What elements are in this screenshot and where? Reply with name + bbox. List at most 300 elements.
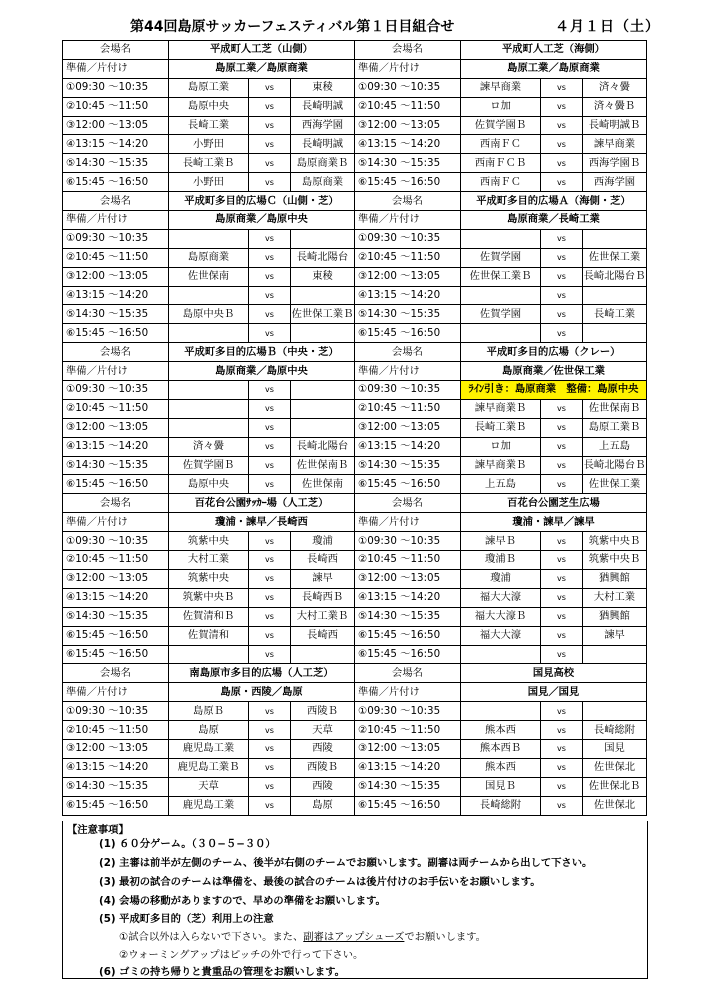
- match-row: [63, 532, 647, 551]
- match-time: ②10:45 ～11:50: [355, 97, 461, 116]
- vs-label: vs: [249, 399, 291, 418]
- home-team: [461, 702, 541, 721]
- vs-label: vs: [249, 437, 291, 456]
- match-time: ⑤14:30 ～15:35: [63, 154, 169, 173]
- vs-label: vs: [249, 116, 291, 135]
- event-date: ４月１日（土）: [555, 19, 660, 35]
- home-team: 諫早Ｂ: [461, 532, 541, 551]
- match-time: ②10:45 ～11:50: [355, 721, 461, 740]
- away-team: 西陵: [291, 777, 355, 796]
- home-team: 西南ＦＣ: [461, 173, 541, 192]
- match-time: ①09:30 ～10:35: [63, 229, 169, 248]
- match-time: ⑥15:45 ～16:50: [355, 173, 461, 192]
- vs-label: vs: [249, 324, 291, 343]
- away-team: [291, 381, 355, 400]
- venue-name: 国見高校: [461, 664, 647, 683]
- match-row: [63, 588, 647, 607]
- away-team: 西陵: [291, 739, 355, 758]
- away-team: [291, 229, 355, 248]
- away-team: [291, 645, 355, 664]
- match-time: ⑤14:30 ～15:35: [355, 777, 461, 796]
- match-time: ⑤14:30 ～15:35: [355, 456, 461, 475]
- venue-label: 会場名: [63, 41, 169, 60]
- match-time: ⑤14:30 ～15:35: [355, 305, 461, 324]
- match-time: ④13:15 ～14:20: [63, 758, 169, 777]
- match-row: [63, 721, 647, 740]
- match-time: ②10:45 ～11:50: [355, 551, 461, 570]
- vs-label: vs: [541, 154, 583, 173]
- away-team: 筑紫中央Ｂ: [583, 532, 647, 551]
- match-time: ②10:45 ～11:50: [63, 97, 169, 116]
- note-5a-underlined: 副審はアップシューズ: [303, 931, 405, 943]
- venue-label: 会場名: [355, 664, 461, 683]
- home-team: 福大大濠Ｂ: [461, 607, 541, 626]
- home-team: 国見Ｂ: [461, 777, 541, 796]
- vs-label: vs: [541, 267, 583, 286]
- home-team: 長崎総附: [461, 796, 541, 815]
- home-team: 小野田: [169, 173, 249, 192]
- away-team: 済々黌Ｂ: [583, 97, 647, 116]
- vs-label: vs: [249, 569, 291, 588]
- home-team: 島原Ｂ: [169, 702, 249, 721]
- home-team: 佐世保工業Ｂ: [461, 267, 541, 286]
- away-team: 長崎西Ｂ: [291, 588, 355, 607]
- match-time: ⑤14:30 ～15:35: [63, 305, 169, 324]
- home-team: 筑紫中央: [169, 569, 249, 588]
- match-time: ⑥15:45 ～16:50: [355, 645, 461, 664]
- vs-label: vs: [249, 739, 291, 758]
- home-team: 島原工業: [169, 78, 249, 97]
- venue-label: 会場名: [355, 343, 461, 362]
- match-time: ②10:45 ～11:50: [63, 551, 169, 570]
- vs-label: vs: [249, 777, 291, 796]
- match-row: [63, 78, 647, 97]
- away-team: [583, 286, 647, 305]
- away-team: [583, 229, 647, 248]
- match-time: ④13:15 ～14:20: [355, 437, 461, 456]
- match-time: ③12:00 ～13:05: [63, 739, 169, 758]
- home-team: 島原中央Ｂ: [169, 305, 249, 324]
- match-row: [63, 796, 647, 815]
- home-team: 済々黌: [169, 437, 249, 456]
- match-row: [63, 324, 647, 343]
- match-time: ⑥15:45 ～16:50: [63, 645, 169, 664]
- prep-teams: 島原商業／長崎工業: [461, 211, 647, 230]
- match-time: ⑤14:30 ～15:35: [63, 777, 169, 796]
- away-team: 長崎工業: [583, 305, 647, 324]
- home-team: 筑紫中央: [169, 532, 249, 551]
- note-1: (1) ６０分ゲーム。（３０−５−３０）: [99, 838, 276, 850]
- vs-label: vs: [541, 173, 583, 192]
- home-team: 鹿児島工業: [169, 739, 249, 758]
- venue-label: 会場名: [63, 192, 169, 211]
- away-team: 長崎西: [291, 551, 355, 570]
- match-row: [63, 305, 647, 324]
- match-row: [63, 418, 647, 437]
- vs-label: vs: [541, 418, 583, 437]
- match-time: ④13:15 ～14:20: [63, 135, 169, 154]
- vs-label: vs: [541, 229, 583, 248]
- prep-teams: 島原商業／佐世保工業: [461, 362, 647, 381]
- match-time: ①09:30 ～10:35: [355, 78, 461, 97]
- match-time: ①09:30 ～10:35: [63, 702, 169, 721]
- vs-label: vs: [541, 437, 583, 456]
- prep-label: 準備／片付け: [63, 211, 169, 230]
- home-team: 筑紫中央Ｂ: [169, 588, 249, 607]
- away-team: 佐世保工業: [583, 248, 647, 267]
- match-row: [63, 758, 647, 777]
- match-row: [63, 381, 647, 400]
- home-team: [461, 286, 541, 305]
- venue-name: 平成町多目的広場Ｃ（山側・芝）: [169, 192, 355, 211]
- vs-label: vs: [249, 588, 291, 607]
- match-row: [63, 399, 647, 418]
- home-team: 熊本西Ｂ: [461, 739, 541, 758]
- venue-name: 百花台公園ｻｯｶｰ場（人工芝）: [169, 494, 355, 513]
- vs-label: vs: [249, 607, 291, 626]
- home-team: 佐賀学園Ｂ: [169, 456, 249, 475]
- match-row: [63, 248, 647, 267]
- home-team: 諫早商業Ｂ: [461, 456, 541, 475]
- vs-label: vs: [249, 229, 291, 248]
- vs-label: vs: [541, 796, 583, 815]
- away-team: 長崎北陽台Ｂ: [583, 267, 647, 286]
- vs-label: vs: [249, 286, 291, 305]
- match-time: ④13:15 ～14:20: [63, 437, 169, 456]
- away-team: 長崎北陽台Ｂ: [583, 456, 647, 475]
- away-team: 東稜: [291, 78, 355, 97]
- vs-label: vs: [249, 305, 291, 324]
- venue-label: 会場名: [355, 41, 461, 60]
- away-team: 佐世保北Ｂ: [583, 777, 647, 796]
- venue-label: 会場名: [355, 494, 461, 513]
- away-team: 西海学園: [583, 173, 647, 192]
- away-team: 佐世保工業: [583, 475, 647, 494]
- match-time: ④13:15 ～14:20: [63, 588, 169, 607]
- venue-label: 会場名: [63, 664, 169, 683]
- vs-label: vs: [541, 135, 583, 154]
- match-row: [63, 645, 647, 664]
- home-team: [461, 229, 541, 248]
- away-team: 長崎北陽台: [291, 437, 355, 456]
- note-5: (5) 平成町多目的（芝）利用上の注意: [99, 913, 274, 925]
- home-team: ロ加: [461, 97, 541, 116]
- home-team: 瓊浦: [461, 569, 541, 588]
- venue-name: 平成町多目的広場Ｂ（中央・芝）: [169, 343, 355, 362]
- prep-teams: 島原商業／島原中央: [169, 211, 355, 230]
- vs-label: vs: [249, 551, 291, 570]
- home-team: 島原商業: [169, 248, 249, 267]
- vs-label: vs: [541, 532, 583, 551]
- match-time: ③12:00 ～13:05: [355, 267, 461, 286]
- venue-label: 会場名: [355, 192, 461, 211]
- home-team: 西南ＦＣＢ: [461, 154, 541, 173]
- prep-label: 準備／片付け: [63, 513, 169, 532]
- schedule-table: [62, 40, 647, 816]
- away-team: 猶興館: [583, 607, 647, 626]
- vs-label: vs: [541, 286, 583, 305]
- away-team: 長崎明誠: [291, 97, 355, 116]
- away-team: [583, 702, 647, 721]
- prep-teams: 瓊浦・諫早／諫早: [461, 513, 647, 532]
- away-team: 島原商業: [291, 173, 355, 192]
- home-team: 鹿児島工業: [169, 796, 249, 815]
- match-row: [63, 116, 647, 135]
- home-team: 佐賀学園: [461, 248, 541, 267]
- home-team: 天草: [169, 777, 249, 796]
- match-time: ②10:45 ～11:50: [355, 248, 461, 267]
- match-time: ①09:30 ～10:35: [355, 702, 461, 721]
- vs-label: vs: [541, 645, 583, 664]
- vs-label: vs: [249, 381, 291, 400]
- away-team: 東稜: [291, 267, 355, 286]
- match-time: ③12:00 ～13:05: [355, 569, 461, 588]
- away-team: 猶興館: [583, 569, 647, 588]
- match-row: [63, 154, 647, 173]
- away-team: 佐世保北: [583, 758, 647, 777]
- vs-label: vs: [249, 626, 291, 645]
- note-5a-tail: でお願いします。: [404, 931, 486, 943]
- vs-label: vs: [541, 702, 583, 721]
- vs-label: vs: [541, 588, 583, 607]
- vs-label: vs: [541, 777, 583, 796]
- prep-teams: 島原工業／島原商業: [169, 59, 355, 78]
- vs-label: vs: [249, 135, 291, 154]
- vs-label: vs: [541, 399, 583, 418]
- vs-label: vs: [541, 116, 583, 135]
- home-team: [169, 645, 249, 664]
- match-time: ③12:00 ～13:05: [63, 116, 169, 135]
- home-team: [169, 229, 249, 248]
- match-row: [63, 229, 647, 248]
- vs-label: vs: [541, 248, 583, 267]
- match-time: ⑤14:30 ～15:35: [63, 607, 169, 626]
- prep-row: [63, 211, 647, 230]
- vs-label: vs: [249, 645, 291, 664]
- prep-label: 準備／片付け: [355, 211, 461, 230]
- vs-label: vs: [249, 173, 291, 192]
- away-team: 島原: [291, 796, 355, 815]
- away-team: 西海学園Ｂ: [583, 154, 647, 173]
- match-time: ④13:15 ～14:20: [355, 135, 461, 154]
- prep-teams: 国見／国見: [461, 683, 647, 702]
- home-team: 佐賀清和Ｂ: [169, 607, 249, 626]
- match-time: ⑤14:30 ～15:35: [63, 456, 169, 475]
- vs-label: vs: [249, 758, 291, 777]
- note-5a: [119, 928, 486, 943]
- match-time: ⑥15:45 ～16:50: [63, 324, 169, 343]
- venue-row: [63, 343, 647, 362]
- prep-teams: 島原商業／島原中央: [169, 362, 355, 381]
- vs-label: vs: [541, 551, 583, 570]
- match-time: ④13:15 ～14:20: [355, 758, 461, 777]
- match-time: ⑥15:45 ～16:50: [355, 475, 461, 494]
- away-team: 佐世保南Ｂ: [583, 399, 647, 418]
- venue-row: [63, 664, 647, 683]
- away-team: 済々黌: [583, 78, 647, 97]
- notes-heading: 【注意事項】: [67, 824, 129, 836]
- vs-label: vs: [541, 305, 583, 324]
- venue-name: 百花台公園芝生広場: [461, 494, 647, 513]
- away-team: 西陵Ｂ: [291, 702, 355, 721]
- away-team: [291, 324, 355, 343]
- prep-label: 準備／片付け: [355, 513, 461, 532]
- away-team: 諫早: [583, 626, 647, 645]
- match-time: ②10:45 ～11:50: [63, 721, 169, 740]
- match-time: ①09:30 ～10:35: [63, 532, 169, 551]
- vs-label: vs: [249, 267, 291, 286]
- home-team: 西南ＦＣ: [461, 135, 541, 154]
- match-row: [63, 97, 647, 116]
- prep-label: 準備／片付け: [63, 683, 169, 702]
- vs-label: vs: [541, 97, 583, 116]
- match-time: ①09:30 ～10:35: [63, 78, 169, 97]
- vs-label: vs: [541, 569, 583, 588]
- home-team: 島原: [169, 721, 249, 740]
- prep-label: 準備／片付け: [355, 59, 461, 78]
- vs-label: vs: [541, 626, 583, 645]
- home-team: 上五島: [461, 475, 541, 494]
- vs-label: vs: [249, 456, 291, 475]
- away-team: 佐世保北: [583, 796, 647, 815]
- away-team: 国見: [583, 739, 647, 758]
- venue-name: 平成町多目的広場Ａ（海側・芝）: [461, 192, 647, 211]
- match-time: ⑥15:45 ～16:50: [63, 626, 169, 645]
- match-row: [63, 135, 647, 154]
- home-team: [461, 324, 541, 343]
- home-team: [169, 286, 249, 305]
- match-row: [63, 569, 647, 588]
- note-2: (2) 主審は前半が左側のチーム、後半が右側のチームでお願いします。副審は両チームから出して下さい。: [99, 857, 593, 869]
- vs-label: vs: [249, 78, 291, 97]
- home-team: 島原中央: [169, 475, 249, 494]
- venue-name: 南島原市多目的広場（人工芝）: [169, 664, 355, 683]
- away-team: 長崎総附: [583, 721, 647, 740]
- match-time: ③12:00 ～13:05: [355, 418, 461, 437]
- home-team: 諫早商業Ｂ: [461, 399, 541, 418]
- match-time: ⑥15:45 ～16:50: [63, 796, 169, 815]
- home-team: [169, 381, 249, 400]
- home-team: 長崎工業: [169, 116, 249, 135]
- match-row: [63, 456, 647, 475]
- match-row: [63, 173, 647, 192]
- match-time: ⑥15:45 ～16:50: [355, 796, 461, 815]
- vs-label: vs: [249, 796, 291, 815]
- venue-row: [63, 41, 647, 60]
- prep-teams: 島原・西陵／島原: [169, 683, 355, 702]
- away-team: [583, 324, 647, 343]
- note-5b: ②ウォーミングアップはピッチの外で行って下さい。: [119, 949, 364, 961]
- home-team: 瓊浦Ｂ: [461, 551, 541, 570]
- match-time: ④13:15 ～14:20: [355, 588, 461, 607]
- venue-row: [63, 192, 647, 211]
- vs-label: vs: [541, 78, 583, 97]
- away-team: 大村工業: [583, 588, 647, 607]
- home-team: 小野田: [169, 135, 249, 154]
- away-team: 長崎西: [291, 626, 355, 645]
- away-team: 長崎明誠Ｂ: [583, 116, 647, 135]
- venue-name: 平成町多目的広場（クレー）: [461, 343, 647, 362]
- vs-label: vs: [541, 721, 583, 740]
- prep-label: 準備／片付け: [355, 362, 461, 381]
- away-team: 諫早: [291, 569, 355, 588]
- match-time: ⑥15:45 ～16:50: [63, 173, 169, 192]
- match-time: ③12:00 ～13:05: [355, 739, 461, 758]
- match-row: [63, 607, 647, 626]
- home-team: [169, 324, 249, 343]
- match-time: ①09:30 ～10:35: [63, 381, 169, 400]
- home-team: [461, 645, 541, 664]
- match-row: [63, 475, 647, 494]
- prep-row: [63, 513, 647, 532]
- note-6: (6) ゴミの持ち帰りと貴重品の管理をお願いします。: [99, 966, 345, 978]
- match-time: ①09:30 ～10:35: [355, 532, 461, 551]
- away-team: 筑紫中央Ｂ: [583, 551, 647, 570]
- prep-label: 準備／片付け: [355, 683, 461, 702]
- home-team: 佐賀学園: [461, 305, 541, 324]
- home-team: [169, 399, 249, 418]
- title-bar: [60, 14, 660, 36]
- home-team: 福大大濠: [461, 588, 541, 607]
- match-time: ②10:45 ～11:50: [355, 399, 461, 418]
- match-row: [63, 702, 647, 721]
- venue-name: 平成町人工芝（山側）: [169, 41, 355, 60]
- vs-label: vs: [541, 739, 583, 758]
- vs-label: vs: [249, 248, 291, 267]
- home-team: [169, 418, 249, 437]
- venue-name: 平成町人工芝（海側）: [461, 41, 647, 60]
- match-row: [63, 551, 647, 570]
- match-row: [63, 437, 647, 456]
- venue-label: 会場名: [63, 494, 169, 513]
- match-row: [63, 739, 647, 758]
- away-team: 長崎明誠: [291, 135, 355, 154]
- match-time: ③12:00 ～13:05: [355, 116, 461, 135]
- home-team: 長崎工業Ｂ: [461, 418, 541, 437]
- field-prep-note: ﾗｲﾝ引き：島原商業 整備：島原中央: [461, 381, 647, 400]
- away-team: [291, 418, 355, 437]
- vs-label: vs: [249, 418, 291, 437]
- notes-section: [62, 821, 648, 979]
- prep-label: 準備／片付け: [63, 362, 169, 381]
- match-time: ⑥15:45 ～16:50: [355, 324, 461, 343]
- away-team: 西陵Ｂ: [291, 758, 355, 777]
- match-row: [63, 286, 647, 305]
- vs-label: vs: [249, 702, 291, 721]
- match-time: ③12:00 ～13:05: [63, 569, 169, 588]
- match-time: ②10:45 ～11:50: [63, 399, 169, 418]
- vs-label: vs: [541, 475, 583, 494]
- vs-label: vs: [541, 607, 583, 626]
- match-time: ⑤14:30 ～15:35: [355, 154, 461, 173]
- prep-teams: 島原工業／島原商業: [461, 59, 647, 78]
- match-time: ⑥15:45 ～16:50: [63, 475, 169, 494]
- vs-label: vs: [249, 475, 291, 494]
- home-team: 鹿児島工業Ｂ: [169, 758, 249, 777]
- note-4: (4) 会場の移動がありますので、早めの準備をお願いします。: [99, 895, 386, 907]
- match-time: ⑥15:45 ～16:50: [355, 626, 461, 645]
- home-team: 佐世保南: [169, 267, 249, 286]
- away-team: 長崎北陽台: [291, 248, 355, 267]
- away-team: 島原工業Ｂ: [583, 418, 647, 437]
- venue-label: 会場名: [63, 343, 169, 362]
- away-team: 大村工業Ｂ: [291, 607, 355, 626]
- match-time: ④13:15 ～14:20: [355, 286, 461, 305]
- prep-row: [63, 362, 647, 381]
- venue-row: [63, 494, 647, 513]
- away-team: 島原商業Ｂ: [291, 154, 355, 173]
- home-team: 大村工業: [169, 551, 249, 570]
